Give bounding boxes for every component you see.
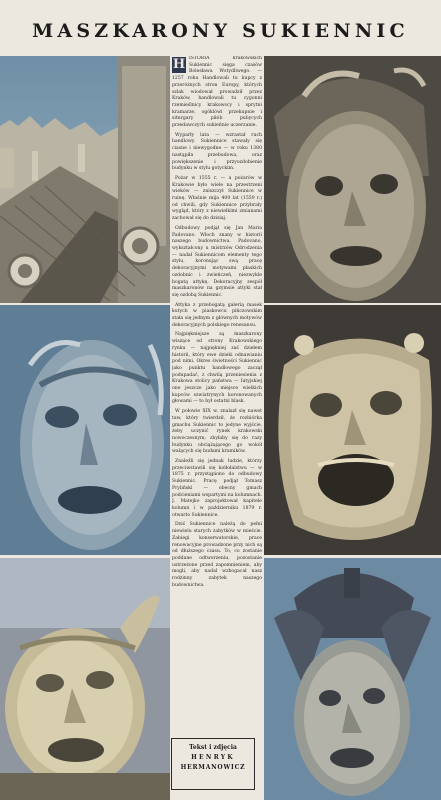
article-paragraph: Najpiękniejsze są maszkarony wiszące od strony Krakowskiego rynku — najpiękniej zaś dziełem historii, który ewe dzieki odnawianiu pod nimi. Okres świetności Sukiennic jako punktu handlowego zaczął podupadać, z chwilą przeniesienia z Krakowa stolicy państwa — Iatyjskiej one jeszcze jako miejsce wielkich kupców szwiatrynych koronowanych głowami — to był ostatni blask. xyxy=(172,332,262,405)
photo-mask-helmet xyxy=(264,56,441,303)
article-paragraph: Pożar w 1555 r. — a pożarów w Krakowie było wiele na przestrzeni wieków — zniszczył Sukiennice w ruinę. Właśnie mija 400 lat (1559 r.) od chwili, gdy Sukiennice przybrały wygląd, który z niewielkimi zmianami zachował się do dzisiaj. xyxy=(172,175,262,222)
article-paragraph: Wyparły lata — wzrastał ruch handlowy. Sukiennice stawały się ciasne i niewygodne — w roku 1380 nastąpiła przebudowa, oraz powiększenie i przyozdobienie budynku w stylu gotyckim. xyxy=(172,132,262,172)
article-paragraph: Znaleźli się jednak ludzie, którzy przeciwstawili się kolłołalstwu — w 1875 r. przystąpiono do odbudowy Sukiennic. Pracę podjął Tomasz Pryliński — obecny gmach podcieniami wspartymi na kolumnach. J. Matejko zaprojektował kapitele kolumn i w październiku 1879 r. otwarto Sukiennice. xyxy=(172,459,262,518)
author-last-name: HERMANOWICZ xyxy=(180,764,246,771)
article-text xyxy=(172,56,262,736)
photo-mask-crowned xyxy=(264,558,441,800)
photo-mask-horned xyxy=(0,558,170,800)
author-first-name: HENRYK xyxy=(191,754,235,761)
article-paragraph: W połowie XIX w. znalazł się nawet taw, który twierdził, że rozbiórka gmachu Sukiennic to jedyne wyjście, żeby uczynić rynek krakowski nowoczesnym; zbyłaby się do razy budynku obciążającego go wokół walących się budami kramików. xyxy=(172,409,262,455)
article-paragraph: Attyka z przebogatą galerią masek kutych w piaskowcu pińczowskim stała się jednym z głównych motywów dekoracyjnych polskiego renesansu. xyxy=(172,302,262,328)
article-paragraph: ISTORIA krakowskich Sukiennic sięga czasów Bolesława Wstydliwego. — 1257 roku Handlowali tu kupcy z przeróżnych stron Europy, których szlak wiodował prowadził przez Kraków, handlowali tu cygonni rzemieślnicy krakowscy i sprytni kramarze, ogóklówi przekupnie i sitnrgary piłób pubycych przedawczych sukieńnie uczerzanie. xyxy=(172,56,262,129)
article-paragraph: Odbudowy podjął się Jan Maria Padovano. Włoch znany w historii naszego budownictwa. Padovano, wykształcony u mistrzów Odrodzenia — nadał Sukiennicom elementy tego stylu, koronując swą pracę dekoracyjnymi motywami płaskich ozdobnic i zwieńczeń, niezwykle bogatą attykę. Dekoracyjny zespół maszkaronów na gzymsie attyki stał się ozdobą Sukiennic. xyxy=(172,225,262,298)
article-paragraph: Dziś Sukiennice należą do pełni niewielu starych zabytków w mieście. Zabiegi konserwatorskie, prace renowacyjne prowadzone przy nich są od dłuższego czasu. To, co zostanie poddane odtworzeniu, pozostanie ustrzeżone przed zapomnieniem, aby mogli, aby nadal wzbogacał nasz rodzinny zabytek naszego budownictwa. xyxy=(172,522,262,588)
photo-mask-open-mouth xyxy=(264,305,441,555)
credit-line: Tekst i zdjęcia xyxy=(189,744,237,751)
photo-mask-blue xyxy=(0,305,170,555)
photo-sukiennice-roof xyxy=(0,56,170,303)
drop-cap: H xyxy=(172,57,186,72)
page-title: MASZKARONY SUKIENNIC xyxy=(32,20,409,42)
author-credit-box xyxy=(171,738,255,790)
